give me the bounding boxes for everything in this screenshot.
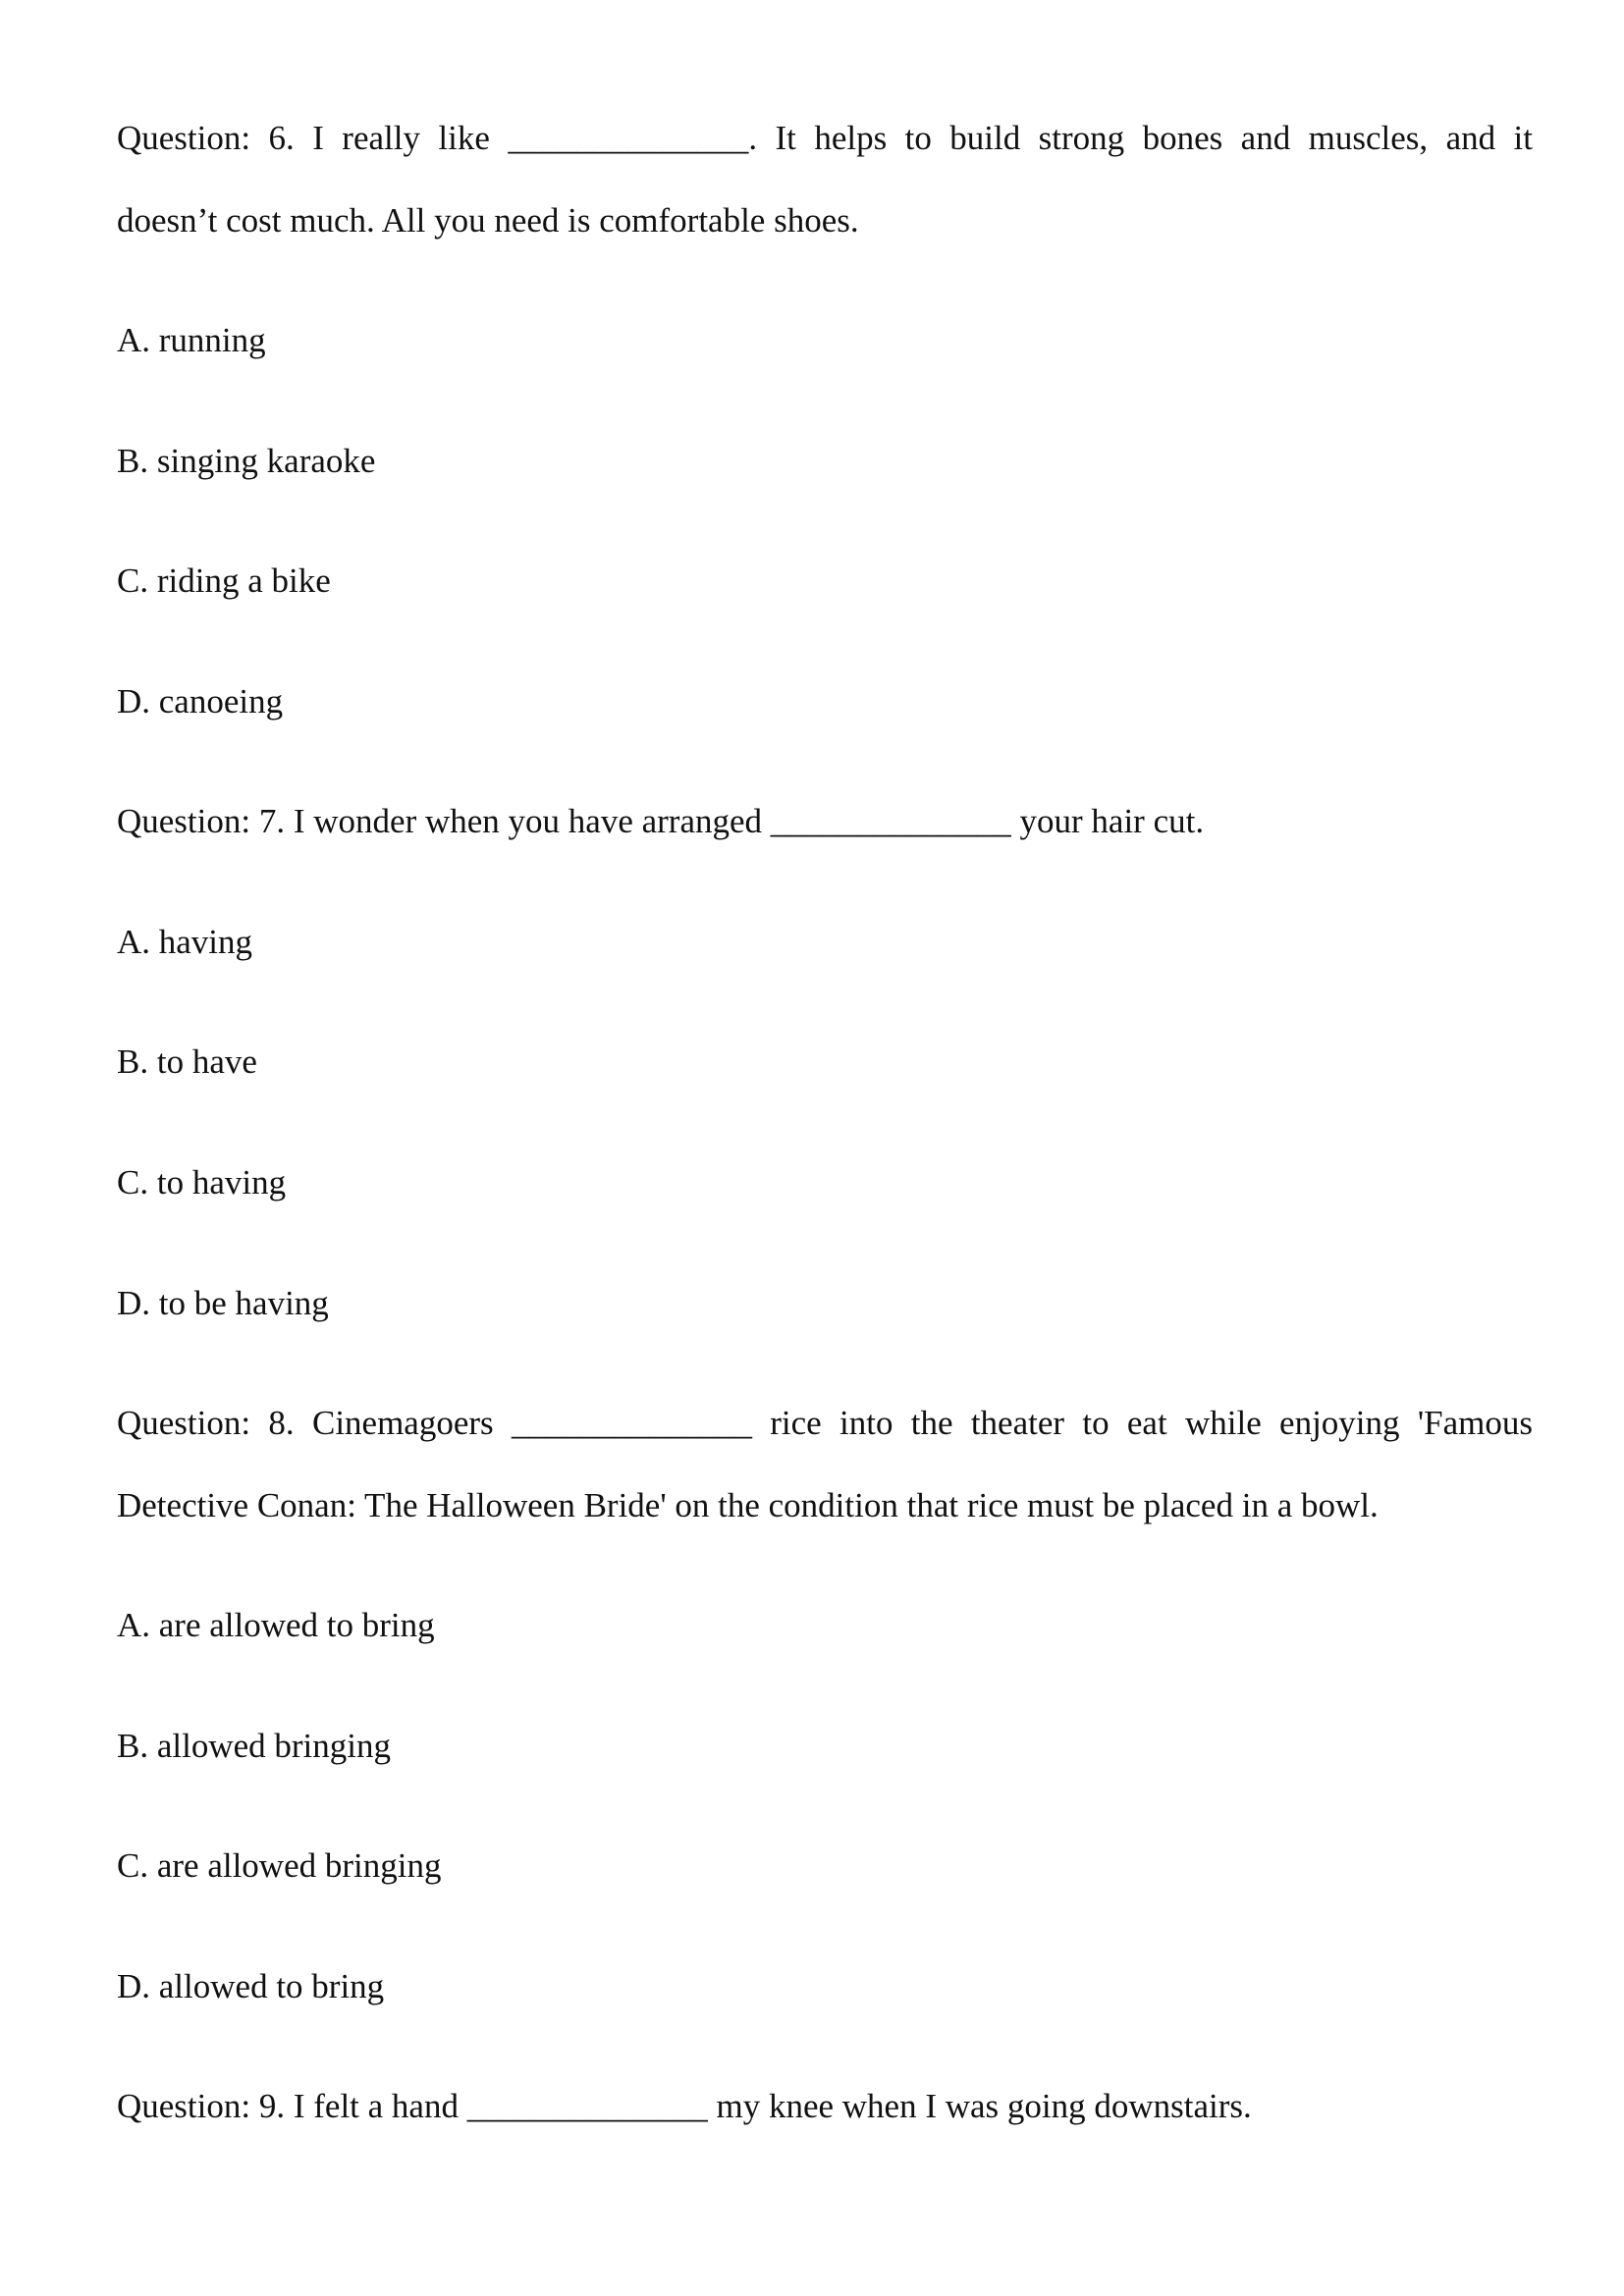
question-7-option-b: B. to have xyxy=(117,1042,257,1081)
question-8-text-line-1: Question: 8. Cinemagoers ______________ rice into the theater to eat while enjoying 'Famous xyxy=(117,1404,1533,1442)
question-8-text-line-2: Detective Conan: The Halloween Bride' on the condition that rice must be placed in a bowl. xyxy=(117,1486,1379,1524)
question-8-option-d: D. allowed to bring xyxy=(117,1967,385,2005)
question-7-text-line-1: Question: 7. I wonder when you have arranged ______________ your hair cut. xyxy=(117,802,1205,840)
question-8-option-b: B. allowed bringing xyxy=(117,1727,391,1765)
question-7-option-c: C. to having xyxy=(117,1163,287,1201)
question-6-option-a: A. running xyxy=(117,321,266,359)
question-6-option-c: C. riding a bike xyxy=(117,561,331,600)
question-8-option-c: C. are allowed bringing xyxy=(117,1846,442,1885)
question-8-option-a: A. are allowed to bring xyxy=(117,1606,435,1644)
question-7-option-a: A. having xyxy=(117,923,253,961)
question-6-option-d: D. canoeing xyxy=(117,682,284,721)
question-6-text-line-1: Question: 6. I really like ______________. It helps to build strong bones and muscles, and it xyxy=(117,119,1533,157)
question-6-text-line-2: doesn’t cost much. All you need is comfortable shoes. xyxy=(117,201,859,240)
question-9-text-line-1: Question: 9. I felt a hand ______________ my knee when I was going downstairs. xyxy=(117,2087,1252,2125)
question-7-option-d: D. to be having xyxy=(117,1284,329,1322)
question-6-option-b: B. singing karaoke xyxy=(117,442,376,480)
